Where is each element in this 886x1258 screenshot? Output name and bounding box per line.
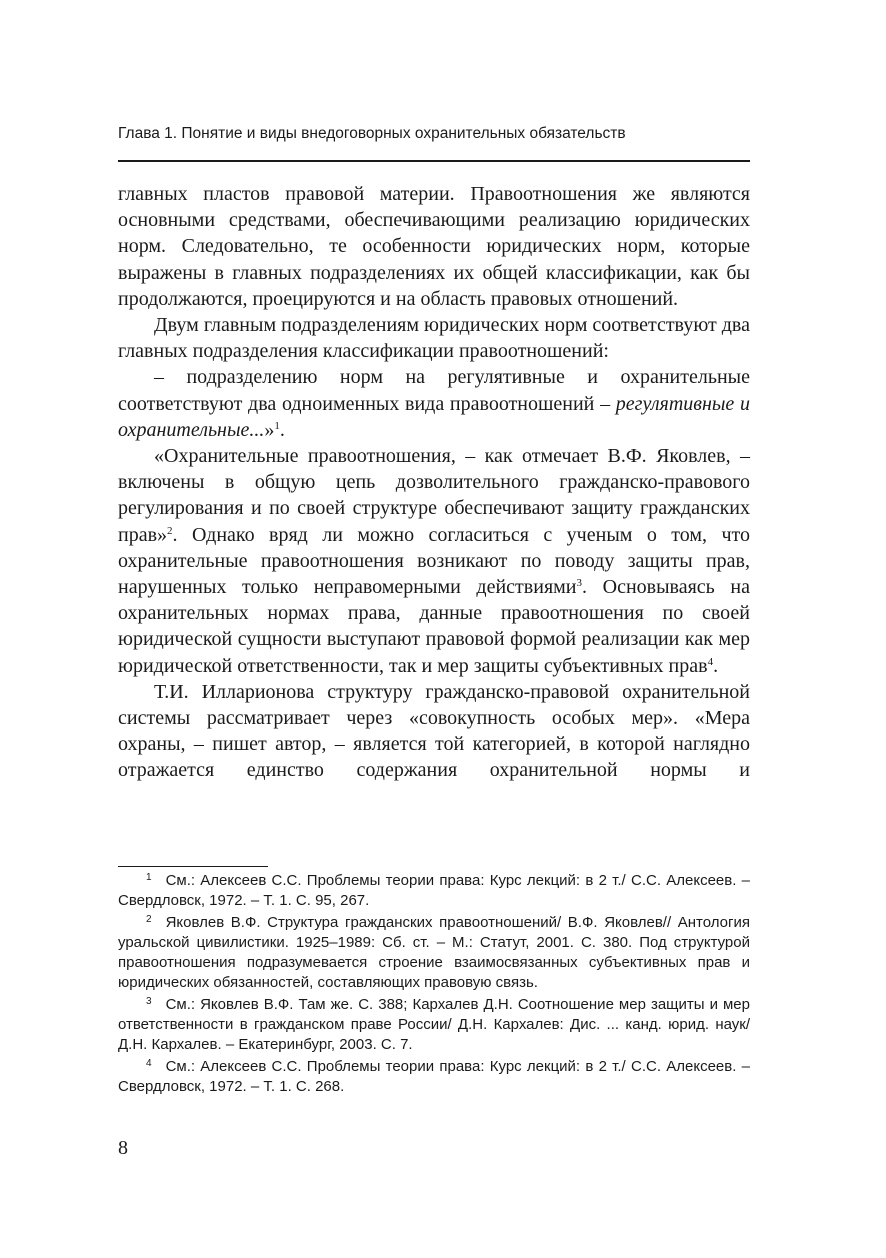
- paragraph-3-italic: регулятивные и охранительные...: [118, 392, 750, 441]
- paragraph-3-end: .: [279, 418, 285, 441]
- footnote-number: 3: [146, 996, 152, 1007]
- paragraph-4-end: .: [713, 654, 719, 677]
- header-rule: [118, 160, 750, 162]
- running-head: Глава 1. Понятие и виды внедоговорных охранительных обязательств: [118, 125, 626, 142]
- footnote-number: 2: [146, 914, 152, 925]
- footnote-number: 4: [146, 1058, 152, 1069]
- footnote-text: Яковлев В.Ф. Структура гражданских правоотношений/ В.Ф. Яковлев// Антология уральской цивилистики. 1925–1989: Сб. ст. – М.: Статут, 2001. С. 380. Под структурой правоотношения подразумевается строение взаимосвязанных субъективных прав и юридических обязанностей, составляющих правовую связь.: [118, 914, 750, 991]
- footnote-3: [118, 995, 750, 1055]
- footnote-number: 1: [146, 872, 152, 883]
- body-text: [118, 181, 750, 784]
- footnotes: [118, 871, 750, 1099]
- footnote-ref-1[interactable]: 1: [274, 419, 280, 432]
- closing-quote: »: [264, 418, 275, 441]
- footnote-text: См.: Яковлев В.Ф. Там же. С. 388; Кархалев Д.Н. Соотношение мер защиты и мер ответственности в гражданском праве России/ Д.Н. Кархалев: Дис. ... канд. юрид. наук/ Д.Н. Кархалев. – Екатеринбург, 2003. С. 7.: [118, 996, 750, 1053]
- paragraph-4-part-a: «Охранительные правоотношения, – как отмечает В.Ф. Яковлев, – включены в общую цепь дозволительного гражданско-правового регулирования и по своей структуре обеспечивают защиту гражданских прав»: [118, 445, 750, 546]
- paragraph-1: главных пластов правовой материи. Правоотношения же являются основными средствами, обеспечивающими реализацию юридических норм. Следовательно, те особенности юридических норм, которые выражены в главных подразделениях их общей классификации, как бы продолжаются, проецируются и на область правовых отношений.: [118, 183, 750, 310]
- footnote-text: См.: Алексеев С.С. Проблемы теории права: Курс лекций: в 2 т./ С.С. Алексеев. – Свердловск, 1972. – Т. 1. С. 95, 267.: [118, 872, 750, 909]
- paragraph-4-part-c: . Основываясь на охранительных нормах права, данные правоотношения по своей юридической сущности выступают правовой формой реализации как мер юридической ответственности, так и мер защиты субъективных прав: [118, 576, 750, 677]
- footnote-ref-3[interactable]: 3: [576, 577, 583, 590]
- paragraph-3: [118, 364, 750, 443]
- footnote-1: [118, 871, 750, 911]
- footnote-ref-4[interactable]: 4: [707, 655, 714, 668]
- footnote-2: [118, 913, 750, 993]
- footnote-text: См.: Алексеев С.С. Проблемы теории права: Курс лекций: в 2 т./ С.С. Алексеев. – Свердловск, 1972. – Т. 1. С. 268.: [118, 1058, 750, 1095]
- paragraph-3-text: – подразделению норм на регулятивные и охранительные соответствуют два одноименных вида правоотношений –: [118, 366, 750, 415]
- footnote-separator: [118, 866, 268, 867]
- paragraph-2: Двум главным подразделениям юридических норм соответствуют два главных подразделения классификации правоотношений:: [118, 314, 750, 363]
- paragraph-4-part-b: . Однако вряд ли можно согласиться с ученым о том, что охранительные правоотношения возникают по поводу защиты прав, нарушенных только неправомерными действиями: [118, 523, 750, 599]
- footnote-4: [118, 1057, 750, 1097]
- footnote-ref-2[interactable]: 2: [167, 524, 173, 537]
- paragraph-5: Т.И. Илларионова структуру гражданско-правовой охранительной системы рассматривает через «совокупность особых мер». «Мера охраны, – пишет автор, – является той категорией, в которой наглядно отражается единство содержания охранительной нормы и: [118, 680, 750, 782]
- paragraph-4: [118, 443, 750, 679]
- page-number: 8: [118, 1137, 128, 1159]
